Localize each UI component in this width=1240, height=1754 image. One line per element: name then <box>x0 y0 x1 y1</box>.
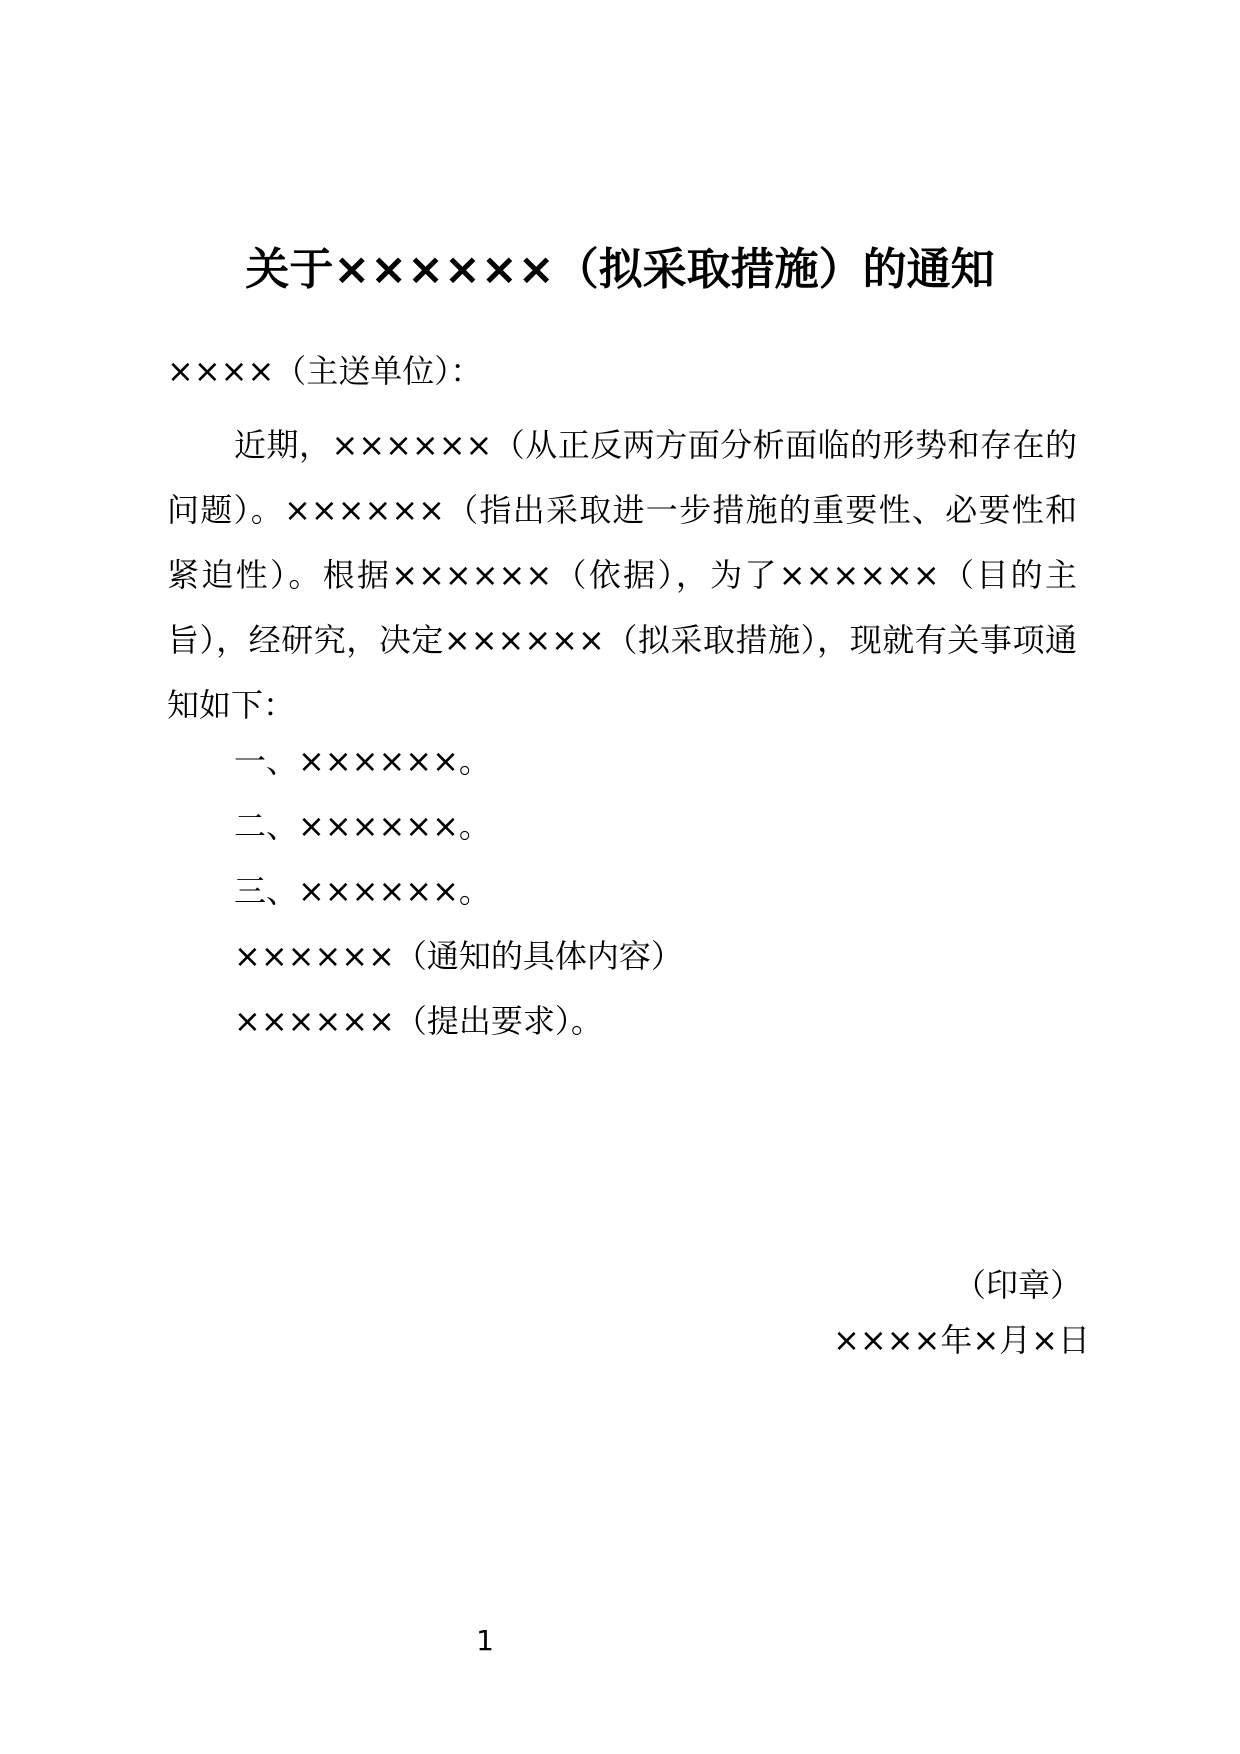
salutation: ××××（主送单位）： <box>167 352 483 390</box>
requirements-placeholder: ××××××（提出要求）。 <box>234 1002 603 1040</box>
content-placeholder: ××××××（通知的具体内容） <box>234 937 683 975</box>
list-item-2: 二、××××××。 <box>234 807 491 845</box>
seal-label: （印章） <box>953 1266 1082 1304</box>
body-paragraph: 近期，××××××（从正反两方面分析面临的形势和存在的问题）。××××××（指出采取进一步措施的重要性、必要性和紧迫性）。根据××××××（依据），为了××××××（目的主旨），经研究，决定××××××（拟采取措施），现就有关事项通知如下： <box>167 426 1077 724</box>
signature-date: ××××年×月×日 <box>833 1321 1090 1359</box>
list-item-3: 三、××××××。 <box>234 872 491 910</box>
document-title: 关于××××××（拟采取措施）的通知 <box>245 244 995 295</box>
page-number: 1 <box>476 1624 494 1657</box>
list-item-1: 一、××××××。 <box>234 742 491 780</box>
